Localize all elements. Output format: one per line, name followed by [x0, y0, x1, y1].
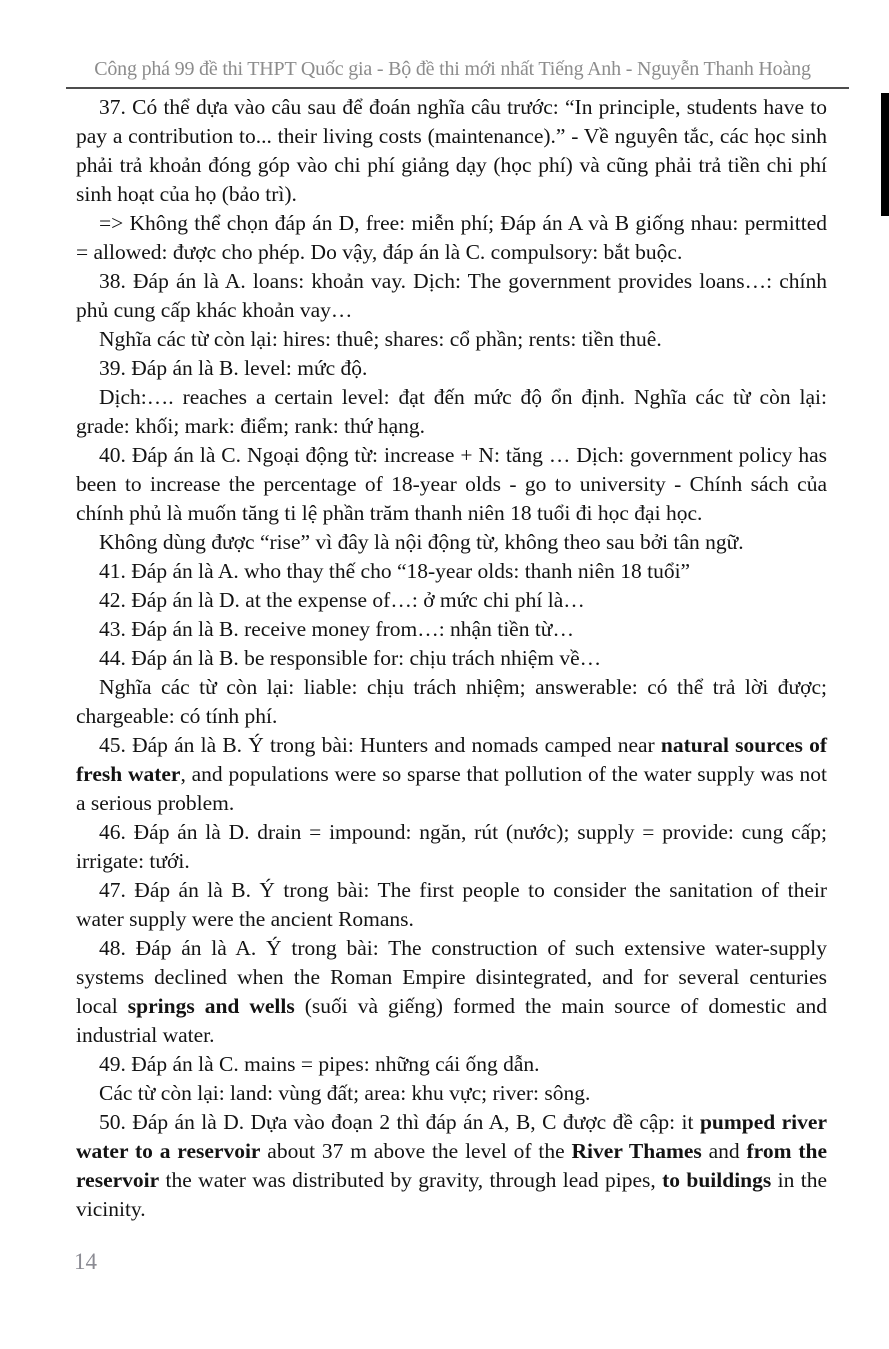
paragraph-text: 40. Đáp án là C. Ngoại động từ: increase + N: tăng … Dịch: government policy has been to increase the percentage of 18-year olds - go to university - Chính sách của chính phủ là muốn tăng ti lệ phần trăm thanh niên 18 tuổi đi học đại học. [76, 443, 827, 525]
paragraph-text: Nghĩa các từ còn lại: hires: thuê; shares: cổ phần; rents: tiền thuê. [99, 327, 662, 351]
answer-paragraph [76, 441, 827, 528]
bold-quote-text: to buildings [662, 1168, 772, 1192]
bold-quote-text: pumped river water to a reservoir [76, 1110, 827, 1163]
paragraph-text: in the vicinity. [76, 1168, 827, 1221]
paragraph-text: 50. Đáp án là D. Dựa vào đoạn 2 thì đáp án A, B, C được đề cập: it [99, 1110, 700, 1134]
paragraph-text: about 37 m above the level of the [260, 1139, 572, 1163]
paragraph-text: and [701, 1139, 747, 1163]
paragraph-text: 46. Đáp án là D. drain = impound: ngăn, rút (nước); supply = provide: cung cấp; irrigate: tưới. [76, 820, 827, 873]
answer-paragraph [76, 354, 827, 383]
answer-paragraph [76, 586, 827, 615]
paragraph-text: 41. Đáp án là A. who thay thế cho “18-year olds: thanh niên 18 tuổi” [99, 559, 691, 583]
page-number: 14 [74, 1249, 97, 1274]
paragraph-text: 43. Đáp án là B. receive money from…: nhận tiền từ… [99, 617, 574, 641]
answer-paragraph [76, 209, 827, 267]
paragraph-text: 42. Đáp án là D. at the expense of…: ở mức chi phí là… [99, 588, 585, 612]
paragraph-text: 38. Đáp án là A. loans: khoản vay. Dịch: The government provides loans…: chính phủ cung cấp khác khoản vay… [76, 269, 827, 322]
answer-list [76, 93, 827, 1224]
paragraph-text: Không dùng được “rise” vì đây là nội động từ, không theo sau bởi tân ngữ. [99, 530, 744, 554]
answer-paragraph [76, 644, 827, 673]
answer-paragraph [76, 557, 827, 586]
answer-paragraph [76, 934, 827, 1050]
bold-quote-text: River Thames [571, 1139, 702, 1163]
paragraph-text: the water was distributed by gravity, through lead pipes, [159, 1168, 663, 1192]
paragraph-text: 37. Có thể dựa vào câu sau để đoán nghĩa câu trước: “In principle, students have to pay a contribution to... their living costs (maintenance).” - Về nguyên tắc, các học sinh phải trả khoản đóng góp vào chi phí giảng dạy (học phí) và cũng phải trả tiền chi phí sinh hoạt của họ (bảo trì). [76, 95, 827, 206]
paragraph-text: 48. Đáp án là A. Ý trong bài: The construction of such extensive water-supply systems declined when the Roman Empire disintegrated, and for several centuries local [76, 936, 827, 1018]
header-divider-rule [66, 87, 849, 89]
paragraph-text: Dịch:…. reaches a certain level: đạt đến mức độ ổn định. Nghĩa các từ còn lại: grade: khối; mark: điểm; rank: thứ hạng. [76, 385, 827, 438]
bold-quote-text: springs and wells [127, 994, 295, 1018]
paragraph-text: 49. Đáp án là C. mains = pipes: những cái ống dẫn. [99, 1052, 540, 1076]
page-header-title: Công phá 99 đề thi THPT Quốc gia - Bộ đề thi mới nhất Tiếng Anh - Nguyễn Thanh Hoàng [94, 58, 811, 80]
answer-paragraph [76, 93, 827, 209]
paragraph-text: 47. Đáp án là B. Ý trong bài: The first people to consider the sanitation of their water supply were the ancient Romans. [76, 878, 827, 931]
answer-paragraph [76, 1050, 827, 1079]
paragraph-text: , and populations were so sparse that pollution of the water supply was not a serious problem. [76, 762, 828, 815]
paragraph-text: 39. Đáp án là B. level: mức độ. [99, 356, 368, 380]
bold-quote-text: from the reservoir [76, 1139, 827, 1192]
bold-quote-text: natural sources of fresh water [76, 733, 827, 786]
paragraph-text: => Không thể chọn đáp án D, free: miễn phí; Đáp án A và B giống nhau: permitted = allowed: được cho phép. Do vậy, đáp án là C. compulsory: bắt buộc. [76, 211, 827, 264]
answer-paragraph [76, 383, 827, 441]
scan-edge-mark [881, 93, 889, 216]
answer-paragraph [76, 528, 827, 557]
answer-paragraph [76, 876, 827, 934]
answer-paragraph [76, 731, 827, 818]
answer-paragraph [76, 615, 827, 644]
answer-paragraph [76, 673, 827, 731]
paragraph-text: Nghĩa các từ còn lại: liable: chịu trách nhiệm; answerable: có thể trả lời được; chargeable: có tính phí. [76, 675, 827, 728]
answer-paragraph [76, 1079, 827, 1108]
answer-paragraph [76, 325, 827, 354]
answer-paragraph [76, 818, 827, 876]
paragraph-text: Các từ còn lại: land: vùng đất; area: khu vực; river: sông. [99, 1081, 591, 1105]
paragraph-text: 45. Đáp án là B. Ý trong bài: Hunters and nomads camped near [99, 733, 661, 757]
answer-paragraph [76, 267, 827, 325]
paragraph-text: 44. Đáp án là B. be responsible for: chịu trách nhiệm về… [99, 646, 602, 670]
paragraph-text: (suối và giếng) formed the main source of domestic and industrial water. [76, 994, 827, 1047]
answer-paragraph [76, 1108, 827, 1224]
